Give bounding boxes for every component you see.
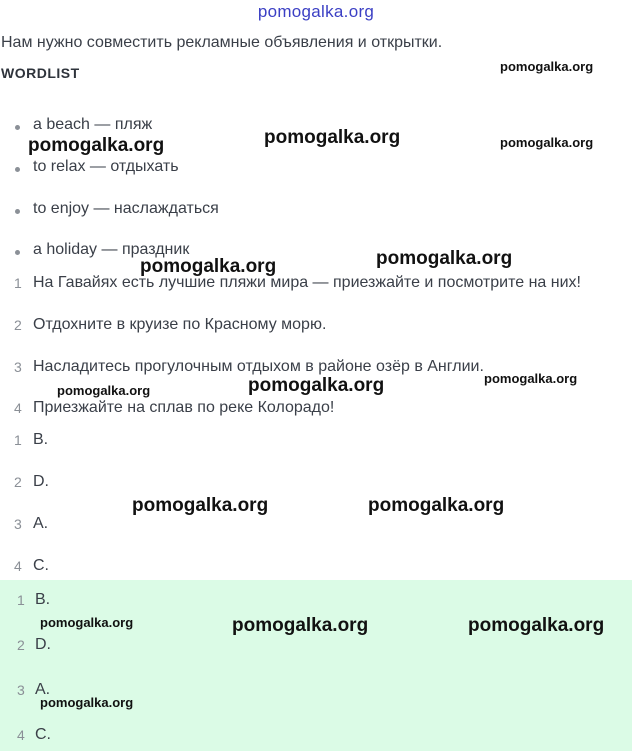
watermark: pomogalka.org xyxy=(232,615,369,636)
watermark: pomogalka.org xyxy=(40,695,134,710)
wordlist-title: WORDLIST xyxy=(1,65,80,81)
bullet-icon xyxy=(15,167,20,172)
item-number: 4 xyxy=(17,727,25,743)
watermark: pomogalka.org xyxy=(264,127,401,148)
item-number: 2 xyxy=(14,317,22,333)
watermark: pomogalka.org xyxy=(500,135,594,150)
bullet-icon xyxy=(15,250,20,255)
watermark: pomogalka.org xyxy=(40,615,134,630)
bullet-icon xyxy=(15,209,20,214)
sentence-text: На Гавайях есть лучшие пляжи мира — приезжайте и посмотрите на них! xyxy=(33,274,581,291)
answer-text: C. xyxy=(33,557,49,574)
item-number: 3 xyxy=(17,682,25,698)
watermark: pomogalka.org xyxy=(248,375,385,396)
watermark: pomogalka.org xyxy=(484,371,578,386)
bullet-icon xyxy=(15,125,20,130)
answer-text: C. xyxy=(35,726,51,743)
sentence-text: Отдохните в круизе по Красному морю. xyxy=(33,316,327,333)
watermark: pomogalka.org xyxy=(132,495,269,516)
item-number: 4 xyxy=(14,558,22,574)
item-number: 3 xyxy=(14,359,22,375)
task-instruction: Нам нужно совместить рекламные объявления и открытки. xyxy=(1,34,443,51)
watermark: pomogalka.org xyxy=(28,135,165,156)
item-number: 1 xyxy=(17,592,25,608)
sentence-text: Насладитесь прогулочным отдыхом в районе озёр в Англии. xyxy=(33,358,484,375)
wordlist-item-text: to enjoy — наслаждаться xyxy=(33,200,219,217)
watermark: pomogalka.org xyxy=(368,495,505,516)
answer-text: B. xyxy=(35,591,51,608)
item-number: 3 xyxy=(14,516,22,532)
watermark: pomogalka.org xyxy=(468,615,605,636)
wordlist-item-text: to relax — отдыхать xyxy=(33,158,179,175)
wordlist-item-text: a beach — пляж xyxy=(33,116,153,133)
item-number: 4 xyxy=(14,400,22,416)
item-number: 1 xyxy=(14,275,22,291)
wordlist-item-text: a holiday — праздник xyxy=(33,241,190,258)
watermark: pomogalka.org xyxy=(57,383,151,398)
item-number: 1 xyxy=(14,432,22,448)
item-number: 2 xyxy=(14,474,22,490)
sentence-text: Приезжайте на сплав по реке Колорадо! xyxy=(33,399,335,416)
item-number: 2 xyxy=(17,637,25,653)
answer-text: B. xyxy=(33,431,49,448)
watermark-top: pomogalka.org xyxy=(257,2,375,21)
watermark: pomogalka.org xyxy=(140,256,277,277)
answer-text: D. xyxy=(33,473,49,490)
watermark: pomogalka.org xyxy=(376,248,513,269)
watermark: pomogalka.org xyxy=(500,59,594,74)
answer-highlight-block xyxy=(0,580,632,751)
answer-text: A. xyxy=(33,515,49,532)
answer-text: D. xyxy=(35,636,51,653)
answer-text: A. xyxy=(35,681,51,698)
